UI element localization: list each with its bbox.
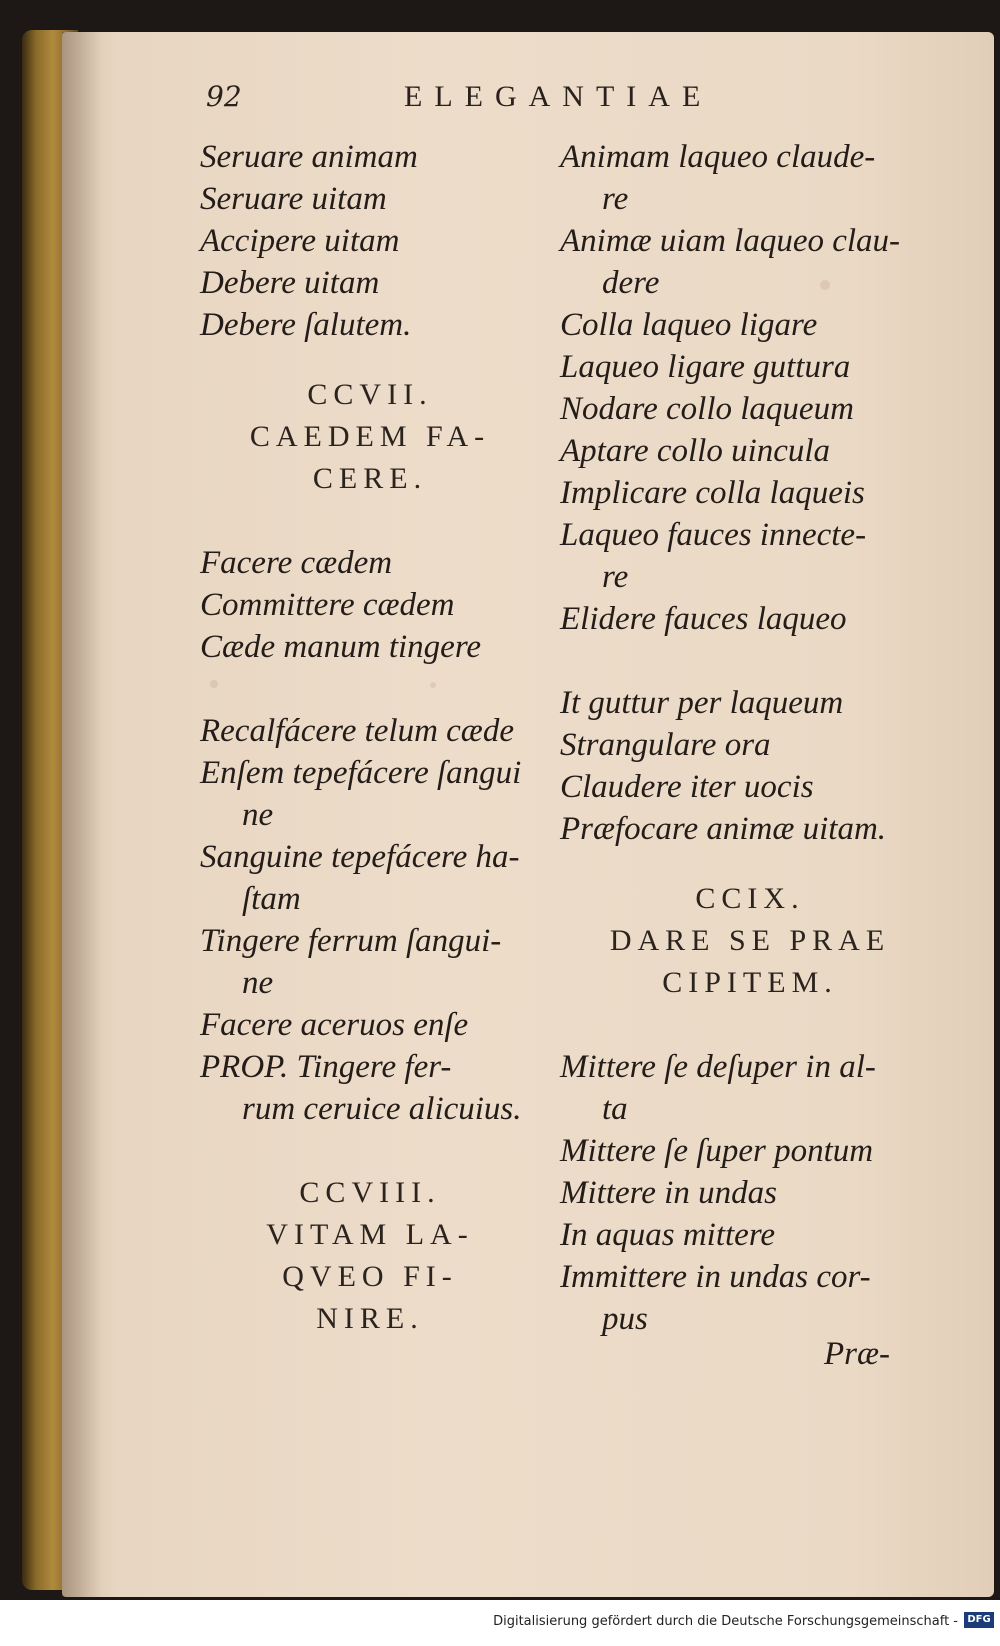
- spacer: [560, 640, 940, 682]
- spacer: [200, 500, 540, 542]
- section-title-heading: CIPITEM.: [662, 966, 838, 999]
- text-line: Aptare collo uincula: [560, 433, 831, 469]
- text-line: Enſem tepefácere ſangui: [200, 755, 522, 791]
- text-line: Committere cædem: [200, 587, 455, 623]
- page-header: [0, 80, 1000, 130]
- text-line: Mittere ſe deſuper in al-: [560, 1049, 876, 1085]
- right-column: [560, 136, 940, 1340]
- text-line: It guttur per laqueum: [560, 685, 844, 721]
- spacer: [560, 1004, 940, 1046]
- text-line-continuation: ſtam: [242, 881, 301, 917]
- text-line: Præfocare animæ uitam.: [560, 811, 887, 847]
- text-line: Debere uitam: [200, 265, 380, 301]
- text-line: Seruare uitam: [200, 181, 387, 217]
- text-line: Seruare animam: [200, 139, 418, 175]
- text-line: Facere aceruos enſe: [200, 1007, 469, 1043]
- text-line-continuation: ne: [242, 965, 274, 1001]
- spacer: [200, 346, 540, 374]
- text-line: Animæ uiam laqueo clau-: [560, 223, 901, 259]
- page-number: 92: [206, 80, 242, 113]
- text-line: PROP. Tingere fer-: [200, 1049, 452, 1085]
- text-line-continuation: re: [602, 181, 629, 217]
- section-number-heading: CCVIII.: [299, 1176, 441, 1209]
- text-line: Nodare collo laqueum: [560, 391, 854, 427]
- section-title-heading: CERE.: [312, 462, 428, 495]
- text-line: Recalfácere telum cæde: [200, 713, 514, 749]
- text-line-continuation: re: [602, 559, 629, 595]
- dfg-logo: DFG: [964, 1612, 994, 1628]
- text-line: Sanguine tepefácere ha-: [200, 839, 520, 875]
- text-line-continuation: ne: [242, 797, 274, 833]
- text-line-continuation: dere: [602, 265, 660, 301]
- text-line: Immittere in undas cor-: [560, 1259, 871, 1295]
- text-line: Implicare colla laqueis: [560, 475, 865, 511]
- text-line: Strangulare ora: [560, 727, 771, 763]
- text-line-continuation: rum ceruice alicuius.: [242, 1091, 522, 1127]
- text-line: Elidere fauces laqueo: [560, 601, 847, 637]
- catchword: Præ-: [824, 1336, 890, 1372]
- section-title-heading: QVEO FI-: [282, 1260, 458, 1293]
- text-line: Laqueo fauces innecte-: [560, 517, 867, 553]
- text-line: Claudere iter uocis: [560, 769, 814, 805]
- running-head: ELEGANTIAE: [404, 80, 713, 113]
- section-number-heading: CCVII.: [307, 378, 433, 411]
- text-line: Mittere ſe ſuper pontum: [560, 1133, 874, 1169]
- page-gutter-shade: [62, 32, 102, 1597]
- text-line: Cæde manum tingere: [200, 629, 482, 665]
- text-line: Colla laqueo ligare: [560, 307, 818, 343]
- left-column: [200, 136, 540, 1340]
- section-number-heading: CCIX.: [695, 882, 805, 915]
- text-line: In aquas mittere: [560, 1217, 776, 1253]
- funding-credit: Digitalisierung gefördert durch die Deutsche Forschungsgemeinschaft -: [493, 1614, 958, 1629]
- section-title-heading: VITAM LA-: [266, 1218, 474, 1251]
- section-title-heading: CAEDEM FA-: [249, 420, 491, 453]
- spacer: [200, 668, 540, 710]
- text-line: Accipere uitam: [200, 223, 400, 259]
- section-title-heading: DARE SE PRAE: [609, 924, 891, 957]
- text-line: Debere ſalutem.: [200, 307, 412, 343]
- text-line: Tingere ferrum ſangui-: [200, 923, 502, 959]
- text-line-continuation: ta: [602, 1091, 628, 1127]
- spacer: [200, 1130, 540, 1172]
- text-line: Animam laqueo claude-: [560, 139, 876, 175]
- text-line: Laqueo ligare guttura: [560, 349, 851, 385]
- text-line: Mittere in undas: [560, 1175, 777, 1211]
- section-title-heading: NIRE.: [316, 1302, 424, 1335]
- text-line-continuation: pus: [602, 1301, 648, 1337]
- digitization-footer: [0, 1600, 1000, 1646]
- text-line: Facere cædem: [200, 545, 393, 581]
- spacer: [560, 850, 940, 878]
